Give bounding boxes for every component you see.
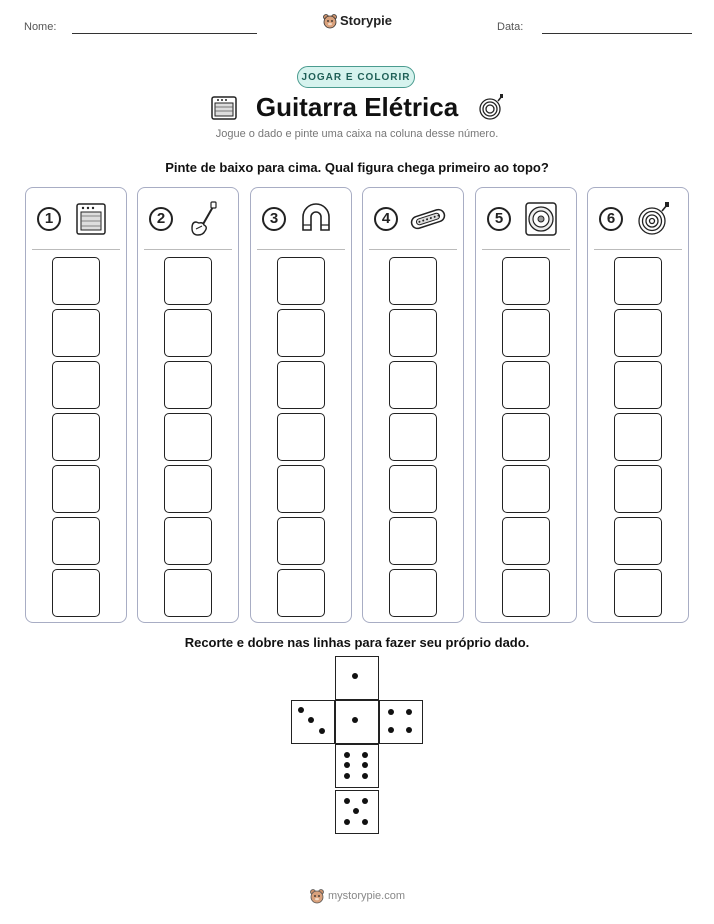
dice-pip bbox=[344, 798, 350, 804]
color-box[interactable] bbox=[614, 413, 662, 461]
color-box[interactable] bbox=[277, 413, 325, 461]
subtitle: Jogue o dado e pinte uma caixa na coluna desse número. bbox=[215, 128, 499, 140]
dice-pip bbox=[362, 752, 368, 758]
dice-pip bbox=[344, 762, 350, 768]
color-box[interactable] bbox=[52, 465, 100, 513]
electric-guitar-icon bbox=[184, 200, 222, 238]
color-box[interactable] bbox=[164, 517, 212, 565]
dice-pip bbox=[406, 709, 412, 715]
date-label: Data: bbox=[497, 21, 524, 33]
dice-pip bbox=[344, 773, 350, 779]
dice-pip bbox=[362, 773, 368, 779]
color-box[interactable] bbox=[52, 569, 100, 617]
color-box[interactable] bbox=[389, 361, 437, 409]
column-6 bbox=[587, 187, 689, 623]
dice-pip bbox=[388, 709, 394, 715]
column-divider bbox=[369, 249, 457, 250]
dice-face-6 bbox=[335, 744, 379, 788]
column-divider bbox=[32, 249, 120, 250]
color-box[interactable] bbox=[614, 517, 662, 565]
dice-face-3 bbox=[291, 700, 335, 744]
column-1 bbox=[25, 187, 127, 623]
color-box[interactable] bbox=[277, 361, 325, 409]
dice-pip bbox=[406, 727, 412, 733]
color-box[interactable] bbox=[277, 465, 325, 513]
column-number: 3 bbox=[262, 207, 286, 231]
amplifier-icon bbox=[72, 200, 110, 238]
color-box[interactable] bbox=[164, 309, 212, 357]
dice-pip bbox=[319, 728, 325, 734]
column-divider bbox=[257, 249, 345, 250]
color-box[interactable] bbox=[52, 309, 100, 357]
dice-pip bbox=[388, 727, 394, 733]
color-box[interactable] bbox=[614, 257, 662, 305]
color-box[interactable] bbox=[277, 569, 325, 617]
color-box[interactable] bbox=[389, 569, 437, 617]
column-5 bbox=[475, 187, 577, 623]
cable-coil-icon bbox=[634, 200, 672, 238]
color-box[interactable] bbox=[277, 309, 325, 357]
dice-pip bbox=[353, 808, 359, 814]
color-box[interactable] bbox=[389, 257, 437, 305]
dice-pip bbox=[362, 762, 368, 768]
dice-face-5 bbox=[335, 790, 379, 834]
color-box[interactable] bbox=[52, 517, 100, 565]
storypie-bear-icon bbox=[309, 888, 325, 904]
color-box[interactable] bbox=[164, 361, 212, 409]
dice-face-1 bbox=[335, 700, 379, 744]
column-number: 5 bbox=[487, 207, 511, 231]
dice-pip bbox=[362, 798, 368, 804]
color-box[interactable] bbox=[614, 309, 662, 357]
color-box[interactable] bbox=[164, 569, 212, 617]
page-title: Guitarra Elétrica bbox=[255, 92, 459, 122]
brand-name: Storypie bbox=[339, 13, 392, 28]
column-number: 2 bbox=[149, 207, 173, 231]
color-box[interactable] bbox=[502, 517, 550, 565]
pickup-icon bbox=[409, 200, 447, 238]
color-box[interactable] bbox=[52, 257, 100, 305]
dice-pip bbox=[298, 707, 304, 713]
color-box[interactable] bbox=[52, 361, 100, 409]
name-line[interactable] bbox=[72, 33, 257, 34]
footer-url[interactable]: mystorypie.com bbox=[327, 890, 406, 902]
name-label: Nome: bbox=[24, 21, 57, 33]
magnet-icon bbox=[297, 200, 335, 238]
color-box[interactable] bbox=[502, 465, 550, 513]
color-box[interactable] bbox=[502, 413, 550, 461]
column-4 bbox=[362, 187, 464, 623]
cable-coil-icon bbox=[476, 93, 504, 123]
color-box[interactable] bbox=[389, 413, 437, 461]
dice-pip bbox=[344, 819, 350, 825]
color-box[interactable] bbox=[389, 517, 437, 565]
date-line[interactable] bbox=[542, 33, 692, 34]
color-box[interactable] bbox=[502, 361, 550, 409]
dice-face-1 bbox=[335, 656, 379, 700]
color-box[interactable] bbox=[389, 465, 437, 513]
column-divider bbox=[144, 249, 232, 250]
color-box[interactable] bbox=[164, 257, 212, 305]
activity-badge: JOGAR E COLORIR bbox=[297, 66, 415, 88]
footer bbox=[0, 888, 714, 904]
column-number: 4 bbox=[374, 207, 398, 231]
color-box[interactable] bbox=[277, 257, 325, 305]
column-divider bbox=[594, 249, 682, 250]
dice-pip bbox=[352, 673, 358, 679]
cut-instruction: Recorte e dobre nas linhas para fazer seu próprio dado. bbox=[184, 635, 530, 650]
color-box[interactable] bbox=[164, 465, 212, 513]
dice-pip bbox=[362, 819, 368, 825]
instruction: Pinte de baixo para cima. Qual figura chega primeiro ao topo? bbox=[165, 160, 549, 175]
color-box[interactable] bbox=[52, 413, 100, 461]
color-box[interactable] bbox=[614, 361, 662, 409]
speaker-icon bbox=[522, 200, 560, 238]
color-box[interactable] bbox=[502, 569, 550, 617]
color-box[interactable] bbox=[502, 309, 550, 357]
dice-pip bbox=[344, 752, 350, 758]
column-3 bbox=[250, 187, 352, 623]
color-box[interactable] bbox=[164, 413, 212, 461]
dice-pip bbox=[308, 717, 314, 723]
storypie-bear-icon bbox=[322, 13, 338, 29]
dice-pip bbox=[352, 717, 358, 723]
color-box[interactable] bbox=[389, 309, 437, 357]
dice-face-4 bbox=[379, 700, 423, 744]
column-divider bbox=[482, 249, 570, 250]
brand-logo bbox=[0, 13, 714, 29]
color-box[interactable] bbox=[502, 257, 550, 305]
column-2 bbox=[137, 187, 239, 623]
color-box[interactable] bbox=[614, 569, 662, 617]
column-number: 1 bbox=[37, 207, 61, 231]
color-box[interactable] bbox=[614, 465, 662, 513]
column-number: 6 bbox=[599, 207, 623, 231]
color-box[interactable] bbox=[277, 517, 325, 565]
